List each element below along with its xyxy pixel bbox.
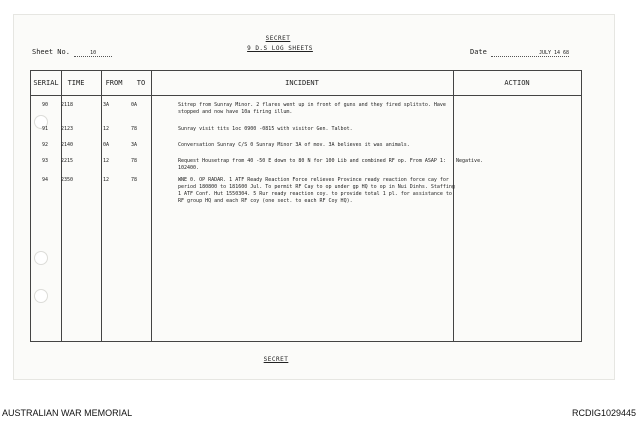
time-cell: 2140 [61, 142, 74, 148]
action-cell: Negative. [456, 158, 484, 164]
date-label: Date [470, 48, 487, 56]
serial-cell: 91 [41, 126, 49, 132]
column-header-action: ACTION [504, 79, 530, 87]
header-divider [31, 95, 581, 96]
from-cell: 12 [103, 177, 110, 183]
from-cell: 0A [103, 142, 110, 148]
date-field [470, 48, 569, 57]
archive-reference-id: RCDIG1029445 [571, 408, 636, 418]
from-cell: 12 [103, 158, 110, 164]
date-value: JULY 14 68 [491, 50, 569, 57]
sheet-number-label: Sheet No. [32, 48, 70, 56]
classification-footer: SECRET [263, 356, 289, 363]
sheet-number [32, 48, 112, 57]
incident-cell: Sitrep from Sunray Minor. 2 flares went up in front of guns and they fired splitsto. Have stopped and now have 10a firing illum. [178, 102, 446, 115]
serial-cell: 93 [41, 158, 49, 164]
column-header-time: TIME [67, 79, 85, 87]
serial-cell: 94 [41, 177, 49, 183]
incident-cell: WNE 0. OP RADAR. 1 ATF Ready Reaction Force relieves Province ready reaction force cay for period 180800 to 181600 Jul. To permit RF Cay to op under gp HQ to op in Nui Dinhs. Staffing 1 ATF Conf. Hut 1550304. 5 Rur ready reaction coy. to provide total 1 pl. for assistance to RF group HQ and each RF coy (one sect. to each RF Coy HQ). [178, 177, 455, 204]
column-header-from: FROM [105, 79, 123, 87]
column-divider [101, 71, 102, 341]
to-cell: 3A [131, 142, 138, 148]
to-cell: 78 [131, 177, 138, 183]
classification-header: SECRET [265, 35, 291, 42]
to-cell: 78 [131, 126, 138, 132]
log-title: 9 D.S LOG SHEETS [247, 45, 313, 52]
serial-cell: 92 [41, 142, 49, 148]
incident-cell: Conversation Sunray C/S 0 Sunray Minor 3A of mov. 3A believes it was animals. [178, 142, 410, 148]
column-header-serial: SERIAL [33, 79, 59, 87]
column-divider [151, 71, 152, 341]
to-cell: 78 [131, 158, 138, 164]
time-cell: 2118 [61, 102, 74, 108]
archive-credit: AUSTRALIAN WAR MEMORIAL [2, 408, 133, 418]
sheet-number-value: 10 [74, 50, 112, 57]
column-divider [61, 71, 62, 341]
from-cell: 12 [103, 126, 110, 132]
time-cell: 2215 [61, 158, 74, 164]
time-cell: 2350 [61, 177, 74, 183]
incident-cell: Sunray visit tits 1oc 0900 -0815 with visitor Gen. Talbot. [178, 126, 353, 132]
time-cell: 2123 [61, 126, 74, 132]
incident-cell: Request Housetrap from 40 -50 E down to 80 N for 100 Lib and combined RF op. From ASAP 1: 102400. [178, 158, 446, 171]
to-cell: 0A [131, 102, 138, 108]
column-header-to: TO [136, 79, 146, 87]
from-cell: 3A [103, 102, 110, 108]
column-header-incident: INCIDENT [285, 79, 319, 87]
log-table [30, 70, 582, 342]
serial-cell: 90 [41, 102, 49, 108]
